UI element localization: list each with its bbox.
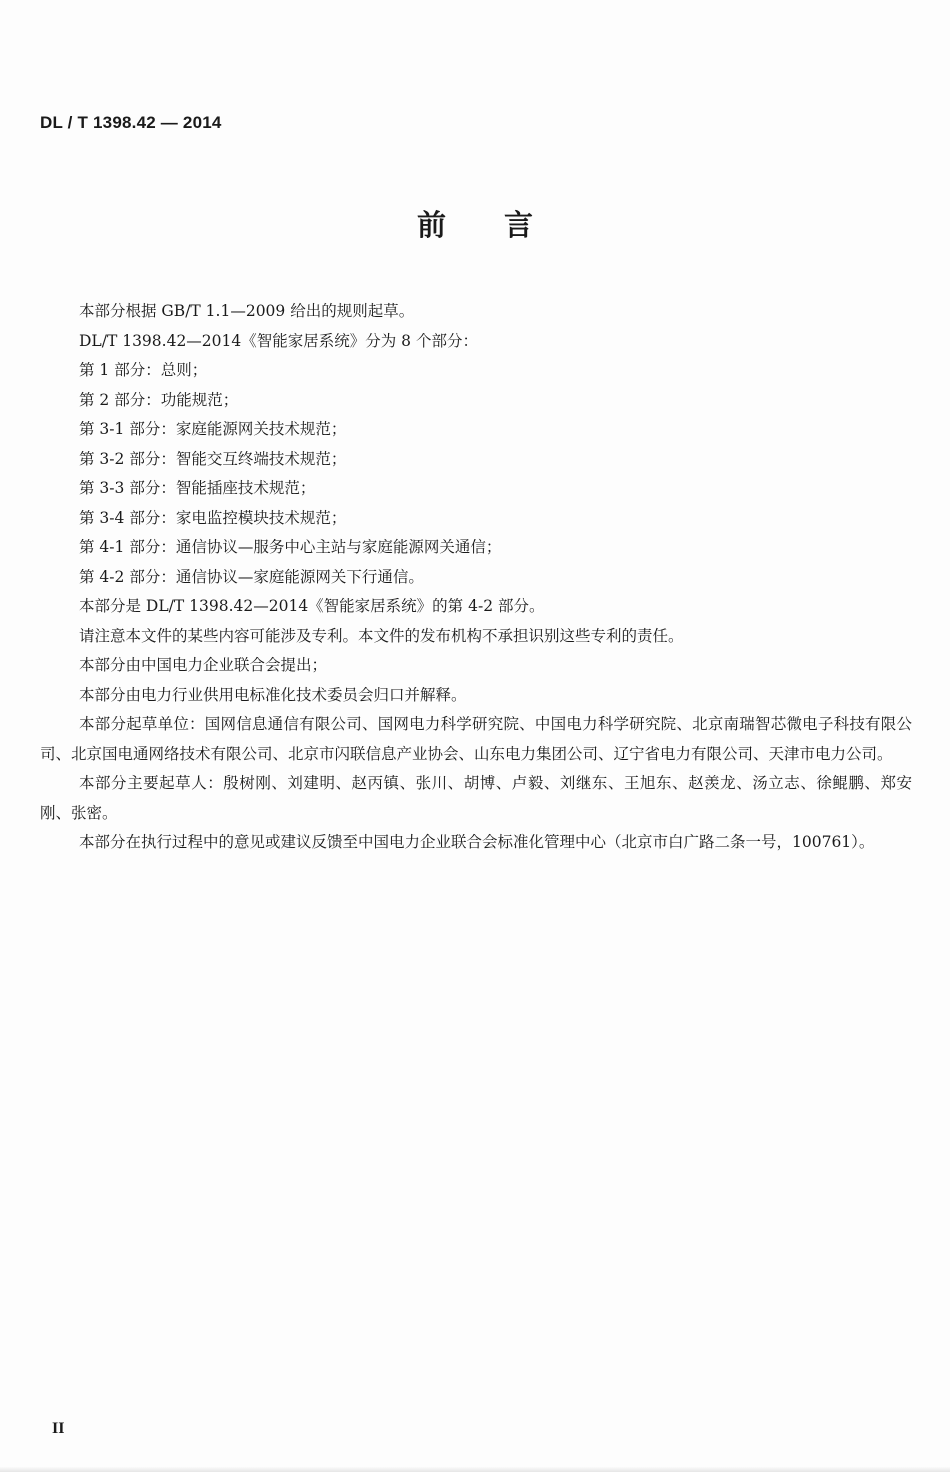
list-item-part-4-1: 第 4-1 部分：通信协议—服务中心主站与家庭能源网关通信； [79,538,502,556]
paragraph-drafting-rules: 本部分根据 GB/T 1.1—2009 给出的规则起草。 [79,302,415,320]
list-item-part-2: 第 2 部分：功能规范； [79,390,239,409]
paragraph-patent-notice: 请注意本文件的某些内容可能涉及专利。本文件的发布机构不承担识别这些专利的责任。 [79,626,684,645]
list-item-part-1: 第 1 部分：总则； [79,361,208,379]
paragraph-feedback: 本部分在执行过程中的意见或建议反馈至中国电力企业联合会标准化管理中心（北京市白广路二条一号，100761）。 [79,833,875,851]
paragraph-this-part: 本部分是 DL/T 1398.42—2014《智能家居系统》的第 4-2 部分。 [79,597,545,615]
page-number: II [52,1420,65,1437]
page-edge-shadow [0,1466,950,1472]
paragraph-proposer: 本部分由中国电力企业联合会提出； [79,656,328,674]
foreword-body [40,297,912,858]
paragraph-drafters: 本部分主要起草人：殷树刚、刘建明、赵丙镇、张川、胡博、卢毅、刘继东、王旭东、赵羡龙、汤立志、徐鲲鹏、郑安刚、张密。 [40,774,912,822]
paragraph-parts-intro: DL/T 1398.42—2014《智能家居系统》分为 8 个部分： [79,331,478,350]
list-item-part-3-2: 第 3-2 部分：智能交互终端技术规范； [79,449,347,468]
list-item-part-4-2: 第 4-2 部分：通信协议—家庭能源网关下行通信。 [79,567,424,586]
page-title: 前言 [416,208,591,242]
paragraph-committee: 本部分由电力行业供用电标准化技术委员会归口并解释。 [79,685,467,704]
paragraph-drafting-units: 本部分起草单位：国网信息通信有限公司、国网电力科学研究院、中国电力科学研究院、北京南瑞智芯微电子科技有限公司、北京国电通网络技术有限公司、北京市闪联信息产业协会、山东电力集团公司、辽宁省电力有限公司、天津市电力公司。 [40,715,912,763]
list-item-part-3-1: 第 3-1 部分：家庭能源网关技术规范； [79,420,347,438]
document-code: DL / T 1398.42 — 2014 [40,113,222,132]
list-item-part-3-3: 第 3-3 部分：智能插座技术规范； [79,479,316,497]
list-item-part-3-4: 第 3-4 部分：家电监控模块技术规范； [79,508,347,527]
